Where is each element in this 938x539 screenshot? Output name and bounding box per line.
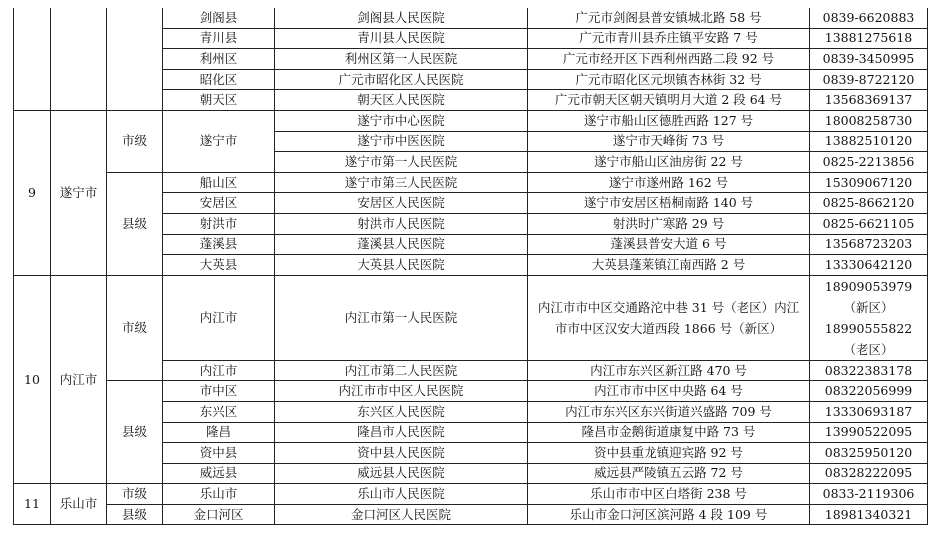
area-cell: 乐山市 xyxy=(163,484,275,505)
level-cell: 市级 xyxy=(107,110,163,172)
address-cell: 遂宁市天峰街 73 号 xyxy=(528,131,810,152)
area-cell: 大英县 xyxy=(163,255,275,276)
area-cell: 利州区 xyxy=(163,49,275,70)
hospital-cell: 青川县人民医院 xyxy=(275,28,528,49)
phone-cell: 0839-6620883 xyxy=(810,8,928,28)
address-cell: 资中县重龙镇迎宾路 92 号 xyxy=(528,443,810,464)
hospital-cell: 大英县人民医院 xyxy=(275,255,528,276)
hospital-cell: 威远县人民医院 xyxy=(275,463,528,484)
area-cell: 内江市 xyxy=(163,275,275,360)
hospital-cell: 内江市第二人民医院 xyxy=(275,360,528,381)
hospital-cell: 内江市市中区人民医院 xyxy=(275,381,528,402)
address-cell: 内江市东兴区东兴街道兴盛路 709 号 xyxy=(528,401,810,422)
address-cell: 遂宁市船山区油房街 22 号 xyxy=(528,152,810,173)
phone-cell: 18008258730 xyxy=(810,110,928,131)
area-cell: 昭化区 xyxy=(163,69,275,90)
area-cell: 金口河区 xyxy=(163,504,275,525)
phone-cell: 08325950120 xyxy=(810,443,928,464)
address-cell: 大英县蓬莱镇江南西路 2 号 xyxy=(528,255,810,276)
area-cell: 威远县 xyxy=(163,463,275,484)
address-cell: 广元市朝天区朝天镇明月大道 2 段 64 号 xyxy=(528,90,810,111)
hospital-cell: 朝天区人民医院 xyxy=(275,90,528,111)
hospital-cell: 广元市昭化区人民医院 xyxy=(275,69,528,90)
level-cell: 县级 xyxy=(107,381,163,484)
area-cell: 青川县 xyxy=(163,28,275,49)
address-cell: 内江市东兴区新江路 470 号 xyxy=(528,360,810,381)
address-cell: 蓬溪县普安大道 6 号 xyxy=(528,234,810,255)
phone-cell: 13568723203 xyxy=(810,234,928,255)
table-row xyxy=(14,275,928,360)
phone-cell: 0825-2213856 xyxy=(810,152,928,173)
area-cell: 朝天区 xyxy=(163,90,275,111)
phone-cell: 13330642120 xyxy=(810,255,928,276)
phone-cell: 08322056999 xyxy=(810,381,928,402)
table-row xyxy=(14,172,928,193)
phone-cell: 13330693187 xyxy=(810,401,928,422)
phone-cell: 13568369137 xyxy=(810,90,928,111)
hospital-cell: 资中县人民医院 xyxy=(275,443,528,464)
address-cell: 遂宁市安居区梧桐南路 140 号 xyxy=(528,193,810,214)
address-cell: 射洪时广寒路 29 号 xyxy=(528,213,810,234)
phone-cell: 08322383178 xyxy=(810,360,928,381)
area-cell: 内江市 xyxy=(163,360,275,381)
phone-cell: 13881275618 xyxy=(810,28,928,49)
table-row xyxy=(14,504,928,525)
hospital-cell: 遂宁市中医医院 xyxy=(275,131,528,152)
level-cell: 市级 xyxy=(107,275,163,381)
phone-cell: 13990522095 xyxy=(810,422,928,443)
hospital-cell: 遂宁市第一人民医院 xyxy=(275,152,528,173)
address-cell: 广元市经开区下西利州西路二段 92 号 xyxy=(528,49,810,70)
phone-cell: 18909053979（新区）18990555822（老区） xyxy=(810,275,928,360)
table-row xyxy=(14,381,928,402)
phone-cell: 15309067120 xyxy=(810,172,928,193)
area-cell: 船山区 xyxy=(163,172,275,193)
address-cell: 广元市剑阁县普安镇城北路 58 号 xyxy=(528,8,810,28)
area-cell: 东兴区 xyxy=(163,401,275,422)
address-cell: 内江市市中区中央路 64 号 xyxy=(528,381,810,402)
hospital-cell: 金口河区人民医院 xyxy=(275,504,528,525)
area-cell: 遂宁市 xyxy=(163,110,275,172)
phone-cell: 0839-3450995 xyxy=(810,49,928,70)
phone-cell: 0833-2119306 xyxy=(810,484,928,505)
phone-cell: 13882510120 xyxy=(810,131,928,152)
hospital-cell: 利州区第一人民医院 xyxy=(275,49,528,70)
phone-cell: 18981340321 xyxy=(810,504,928,525)
phone-cell: 0825-8662120 xyxy=(810,193,928,214)
table-row xyxy=(14,484,928,505)
phone-cell: 0839-8722120 xyxy=(810,69,928,90)
phone-cell: 0825-6621105 xyxy=(810,213,928,234)
address-cell: 乐山市市中区白塔街 238 号 xyxy=(528,484,810,505)
level-cell: 市级 xyxy=(107,484,163,505)
city-cell: 乐山市 xyxy=(51,484,107,525)
row-number-cell xyxy=(14,8,51,110)
city-cell: 遂宁市 xyxy=(51,110,107,275)
hospital-cell: 遂宁市第三人民医院 xyxy=(275,172,528,193)
address-cell: 遂宁市船山区德胜西路 127 号 xyxy=(528,110,810,131)
city-cell: 内江市 xyxy=(51,275,107,484)
area-cell: 资中县 xyxy=(163,443,275,464)
area-cell: 隆昌 xyxy=(163,422,275,443)
hospital-cell: 蓬溪县人民医院 xyxy=(275,234,528,255)
level-cell: 县级 xyxy=(107,504,163,525)
address-cell: 内江市市中区交通路沱中巷 31 号（老区）内江市市中区汉安大道西段 1866 号（新区） xyxy=(528,275,810,360)
hospital-cell: 剑阁县人民医院 xyxy=(275,8,528,28)
address-cell: 遂宁市遂州路 162 号 xyxy=(528,172,810,193)
area-cell: 剑阁县 xyxy=(163,8,275,28)
city-cell xyxy=(51,8,107,110)
hospital-cell: 射洪市人民医院 xyxy=(275,213,528,234)
address-cell: 威远县严陵镇五云路 72 号 xyxy=(528,463,810,484)
phone-cell: 08328222095 xyxy=(810,463,928,484)
area-cell: 射洪市 xyxy=(163,213,275,234)
hospital-cell: 东兴区人民医院 xyxy=(275,401,528,422)
address-cell: 广元市昭化区元坝镇杏林街 32 号 xyxy=(528,69,810,90)
row-number-cell: 11 xyxy=(14,484,51,525)
table-row xyxy=(14,8,928,28)
hospital-cell: 安居区人民医院 xyxy=(275,193,528,214)
area-cell: 安居区 xyxy=(163,193,275,214)
address-cell: 乐山市金口河区滨河路 4 段 109 号 xyxy=(528,504,810,525)
address-cell: 隆昌市金鹅街道康复中路 73 号 xyxy=(528,422,810,443)
hospital-table xyxy=(13,8,928,525)
area-cell: 市中区 xyxy=(163,381,275,402)
hospital-cell: 隆昌市人民医院 xyxy=(275,422,528,443)
row-number-cell: 9 xyxy=(14,110,51,275)
level-cell: 县级 xyxy=(107,172,163,275)
table-row xyxy=(14,110,928,131)
hospital-list xyxy=(13,8,928,525)
hospital-cell: 遂宁市中心医院 xyxy=(275,110,528,131)
area-cell: 蓬溪县 xyxy=(163,234,275,255)
hospital-cell: 乐山市人民医院 xyxy=(275,484,528,505)
level-cell xyxy=(107,8,163,110)
hospital-cell: 内江市第一人民医院 xyxy=(275,275,528,360)
row-number-cell: 10 xyxy=(14,275,51,484)
address-cell: 广元市青川县乔庄镇平安路 7 号 xyxy=(528,28,810,49)
